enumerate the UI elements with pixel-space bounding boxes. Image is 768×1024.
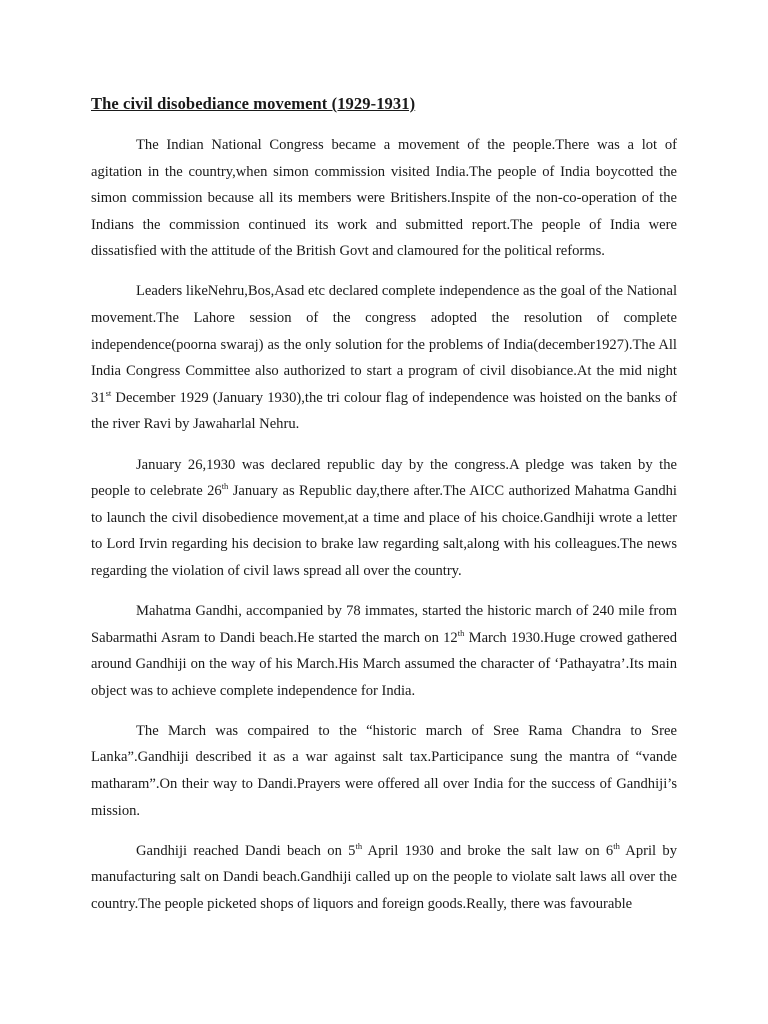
document-page — [91, 93, 677, 931]
paragraph-3 — [91, 452, 677, 585]
paragraph-text: Gandhiji reached Dandi beach on 5 — [136, 842, 356, 859]
paragraph-text: April 1930 and broke the salt law on 6 — [362, 842, 614, 859]
ordinal-suffix: th — [613, 840, 620, 851]
paragraph-text: The March was compaired to the “historic march of Sree Rama Chandra to Sree Lanka”.Gandhiji described it as a war against salt tax.Participance sung the mantra of “vande matharam”.On their way to Dandi.Prayers were offered all over India for the success of Gandhiji’s mission. — [91, 722, 677, 819]
paragraph-2 — [91, 278, 677, 438]
paragraph-text: Mahatma Gandhi, accompanied by 78 immates, started the historic march of 240 mile from Sabarmathi Asram to Dandi beach.He started the march on 12 — [91, 603, 677, 646]
paragraph-1 — [91, 132, 677, 265]
paragraph-5 — [91, 718, 677, 824]
ordinal-suffix: th — [355, 840, 363, 851]
paragraph-text: December 1929 (January 1930),the tri colour flag of independence was hoisted on the banks of the river Ravi by Jawaharlal Nehru. — [91, 389, 677, 433]
paragraph-text: January as Republic day,there after.The AICC authorized Mahatma Gandhi to launch the civil disobedience movement,at a time and place of his choice.Gandhiji wrote a letter to Lord Irvin regarding his decision to brake law regarding salt,along with his colleagues.The news regarding the violation of civil laws spread all over the country. — [91, 483, 677, 579]
paragraph-text: Leaders likeNehru,Bos,Asad etc declared complete independence as the goal of the National movement.The Lahore session of the congress adopted the resolution of complete independence(poorna swaraj) as the only solution for the problems of India(december1927).The All India Congress Committee also authorized to start a program of civil disobiance.At the mid night 31 — [91, 283, 677, 406]
paragraph-text: January 26,1930 was declared republic day by the congress.A pledge was taken by the people to celebrate 26 — [91, 456, 677, 500]
paragraph-6 — [91, 838, 677, 918]
ordinal-suffix: th — [221, 481, 229, 492]
paragraph-4 — [91, 598, 677, 704]
paragraph-text: The Indian National Congress became a movement of the people.There was a lot of agitation in the country,when simon commission visited India.The people of India boycotted the simon commission because all its members were Britishers.Inspite of the non-co-operation of the Indians the commission continued its work and submitted report.The people of India were dissatisfied with the attitude of the British Govt and clamoured for the political reforms. — [91, 137, 677, 260]
paragraph-text: March 1930.Huge crowed gathered around Gandhiji on the way of his March.His March assumed the character of ‘Pathayatra’.Its main object was to achieve complete independence for India. — [91, 629, 677, 699]
paragraph-text: April by manufacturing salt on Dandi beach.Gandhiji called up on the people to violate salt laws all over the country.The people picketed shops of liquors and foreign goods.Really, there was favourable — [91, 842, 677, 912]
ordinal-suffix: st — [105, 387, 112, 398]
ordinal-suffix: th — [457, 627, 465, 638]
document-title: The civil disobediance movement (1929-1931) — [91, 94, 416, 113]
